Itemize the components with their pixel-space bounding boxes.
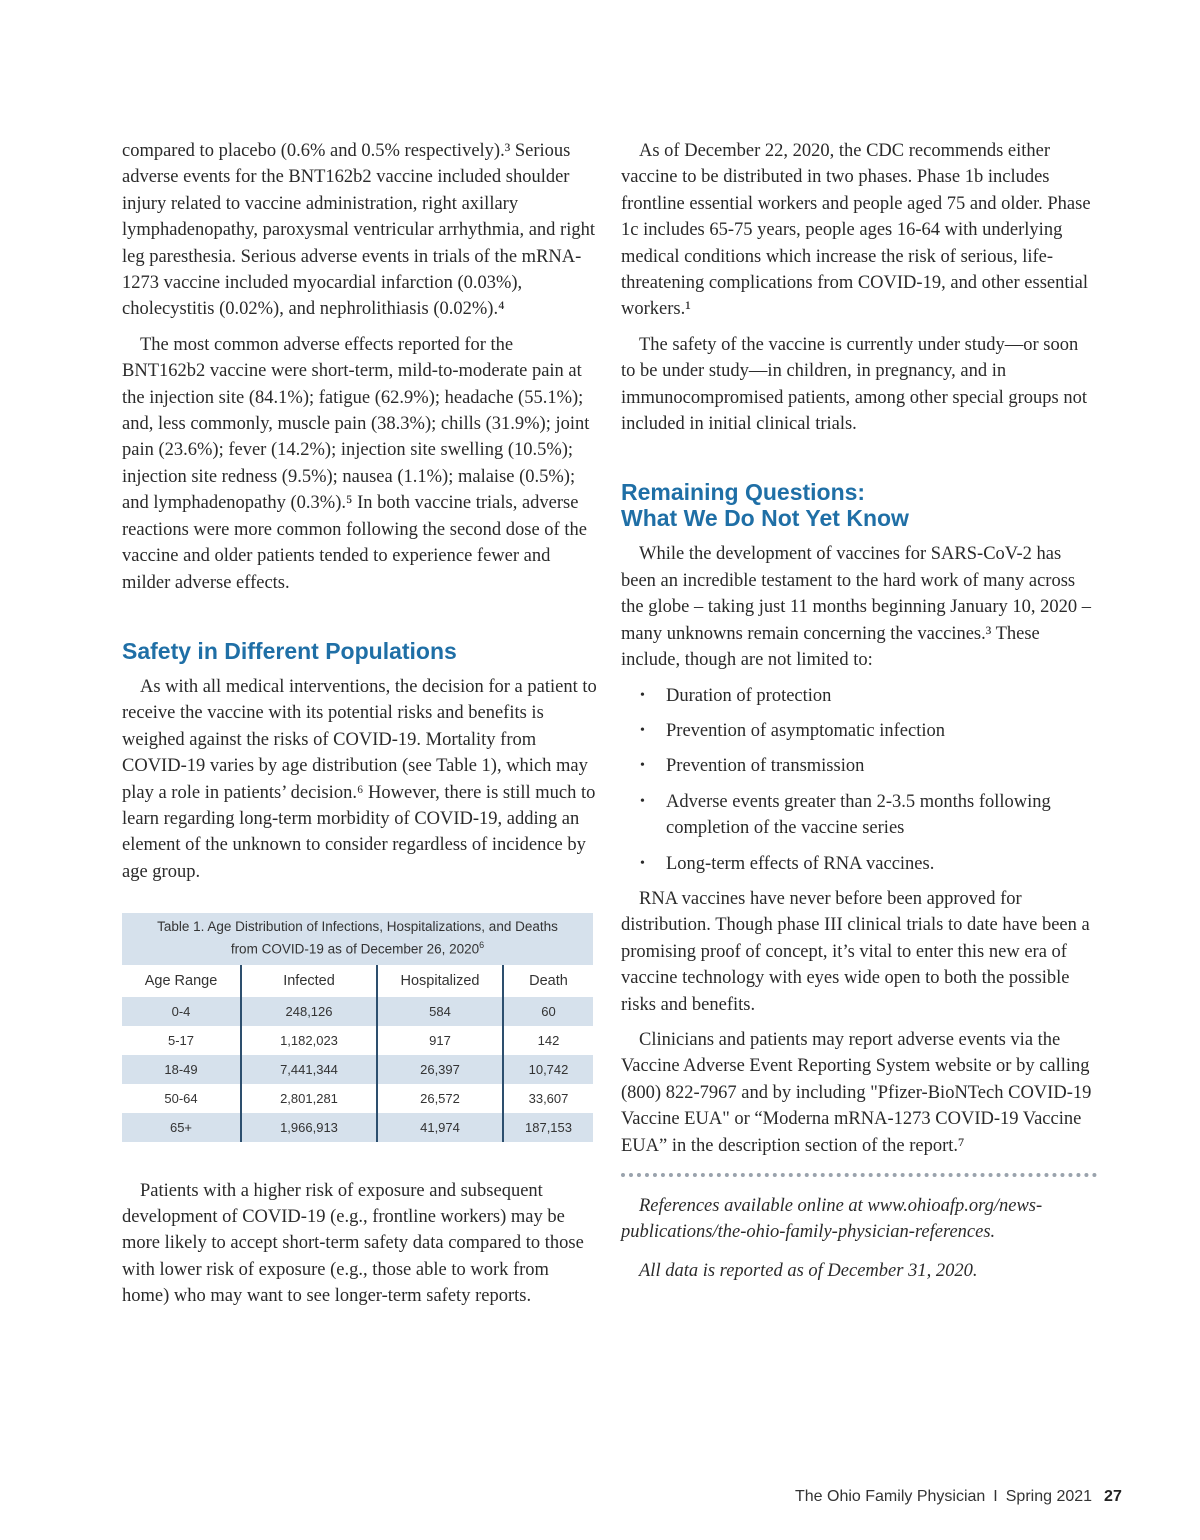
table-cell: 142 (537, 1032, 560, 1048)
table-cell: 10,742 (503, 1055, 593, 1084)
paragraph: As of December 22, 2020, the CDC recommends either vaccine to be distributed in two phases. Phase 1b includes frontline essential workers and people aged 75 and older. Phase 1c includes 65-75 years, people ages 16-64 with underlying medical conditions which increase the risk of serious, life-threatening complications from COVID-19, and other essential workers.¹ (621, 141, 1091, 320)
bullet-icon: • (640, 722, 645, 738)
list-item-text: Long-term effects of RNA vaccines. (666, 853, 935, 874)
table-caption-line2: from COVID-19 as of December 26, 2020 (230, 941, 480, 957)
section-heading: Safety in Different Populations (122, 637, 457, 664)
table-header-row (122, 965, 593, 997)
divider (621, 1173, 1097, 1177)
table-cell: 1,182,023 (241, 1026, 377, 1055)
list-item-text: Prevention of transmission (666, 756, 865, 777)
table-cell: 26,572 (377, 1084, 503, 1113)
list-item (621, 789, 1097, 842)
table-cell: 33,607 (528, 1090, 569, 1106)
table-cell: 187,153 (503, 1113, 593, 1142)
paragraph: The safety of the vaccine is currently under study—or soon to be under study—in children, in pregnancy, and in immunocompromised patients, among other special groups not included in initial clinical trials. (621, 334, 1088, 435)
table-caption (122, 913, 593, 965)
paragraph: Patients with a higher risk of exposure and subsequent development of COVID-19 (e.g., frontline workers) may be more likely to accept short-term safety data compared to those with lower risk of exposure (e.g., those able to work from home) who may want to see longer-term safety reports. (122, 1180, 584, 1307)
paragraph: compared to placebo (0.6% and 0.5% respectively).³ Serious adverse events for the BNT162b2 vaccine included shoulder injury related to vaccine administration, right axillary lymphadenopathy, paroxysmal ventricular arrhythmia, and right leg paresthesia. Serious adverse events in trials of the mRNA-1273 vaccine included myocardial infarction (0.03%), cholecystitis (0.02%), and nephrolithiasis (0.02%).⁴ (122, 141, 595, 320)
list-item (621, 718, 1097, 744)
table-cell: 41,974 (377, 1113, 503, 1142)
table-cell: 5-17 (122, 1026, 241, 1055)
table-1 (122, 913, 593, 1142)
table-caption-ref: 6 (479, 940, 485, 951)
list-item-text: Duration of protection (666, 685, 832, 706)
table-cell: 26,397 (377, 1055, 503, 1084)
table-cell: 1,966,913 (241, 1113, 377, 1142)
table-cell: 7,441,344 (241, 1055, 377, 1084)
table-row (122, 997, 593, 1026)
page-footer (795, 1488, 1122, 1506)
issue-label: Spring 2021 (1005, 1488, 1093, 1505)
table-row (122, 1055, 593, 1084)
list-item (621, 851, 1097, 877)
right-column (621, 138, 1097, 1296)
references-note: References available online at www.ohioafp.org/news-publications/the-ohio-family-physician-references. (621, 1196, 1043, 1243)
bullet-icon: • (640, 855, 645, 871)
section-heading-line2: What We Do Not Yet Know (621, 505, 909, 532)
table-cell: 18-49 (122, 1055, 241, 1084)
paragraph: RNA vaccines have never before been approved for distribution. Though phase III clinical trials to date have been a promising proof of concept, it’s vital to enter this new era of vaccine technology with eyes wide open to both the possible risks and benefits. (621, 888, 1090, 1015)
table-cell: 584 (377, 997, 503, 1026)
table-cell: 248,126 (241, 997, 377, 1026)
data-date-note: All data is reported as of December 31, 2020. (639, 1260, 978, 1281)
bullet-icon: • (640, 793, 645, 809)
section-heading (621, 479, 1097, 531)
bullet-icon: • (640, 758, 645, 774)
footer-separator: I (993, 1488, 998, 1505)
list-item (621, 753, 1097, 779)
table-cell: 917 (377, 1026, 503, 1055)
table-cell: 50-64 (122, 1084, 241, 1113)
table-cell: 2,801,281 (241, 1084, 377, 1113)
column-header: Infected (241, 965, 377, 997)
table-row (122, 1026, 593, 1055)
list-item (621, 683, 1097, 709)
page-number: 27 (1104, 1488, 1122, 1505)
table-cell: 0-4 (122, 997, 241, 1026)
column-header: Hospitalized (377, 965, 503, 997)
paragraph: The most common adverse effects reported for the BNT162b2 vaccine were short-term, mild-to-moderate pain at the injection site (84.1%); fatigue (62.9%); headache (55.1%); and, less commonly, muscle pain (38.3%); chills (31.9%); joint pain (23.6%); fever (14.2%); injection site swelling (10.5%); injection site redness (9.5%); nausea (1.1%); malaise (0.5%); and lymphadenopathy (0.3%).⁵ In both vaccine trials, adverse reactions were more common following the second dose of the vaccine and older patients tended to experience fewer and milder adverse effects. (122, 334, 590, 593)
publication-name: The Ohio Family Physician (795, 1488, 986, 1505)
table-cell: 60 (503, 997, 593, 1026)
paragraph: Clinicians and patients may report adverse events via the Vaccine Adverse Event Reporting System website or by calling (800) 822-7967 and by including "Pfizer-BioNTech COVID-19 Vaccine EUA" or “Moderna mRNA-1273 COVID-19 Vaccine EUA” in the description section of the report.⁷ (621, 1029, 1092, 1156)
list-item-text: Adverse events greater than 2-3.5 months following completion of the vaccine series (666, 791, 1051, 839)
column-header: Age Range (122, 965, 241, 997)
table-caption-line1: Table 1. Age Distribution of Infections, Hospitalizations, and Deaths (157, 919, 558, 935)
paragraph: While the development of vaccines for SARS-CoV-2 has been an incredible testament to the hard work of many across the globe – taking just 11 months beginning January 10, 2020 – many unknowns remain concerning the vaccines.³ These include, though are not limited to: (621, 544, 1091, 671)
unknowns-list (621, 683, 1097, 877)
table-cell: 65+ (122, 1113, 241, 1142)
paragraph: As with all medical interventions, the decision for a patient to receive the vaccine with its potential risks and benefits is weighed against the risks of COVID-19. Mortality from COVID-19 varies by age distribution (see Table 1), which may play a role in patients’ decision.⁶ However, there is still much to learn regarding long-term morbidity of COVID-19, adding an element of the unknown to consider regardless of incidence by age group. (122, 676, 597, 882)
left-column (122, 138, 598, 1319)
table-row (122, 1084, 593, 1113)
table-row (122, 1113, 593, 1142)
section-heading-line1: Remaining Questions: (621, 479, 866, 506)
column-header: Death (529, 972, 568, 989)
data-table (122, 965, 593, 1142)
bullet-icon: • (640, 687, 645, 703)
list-item-text: Prevention of asymptomatic infection (666, 720, 945, 741)
